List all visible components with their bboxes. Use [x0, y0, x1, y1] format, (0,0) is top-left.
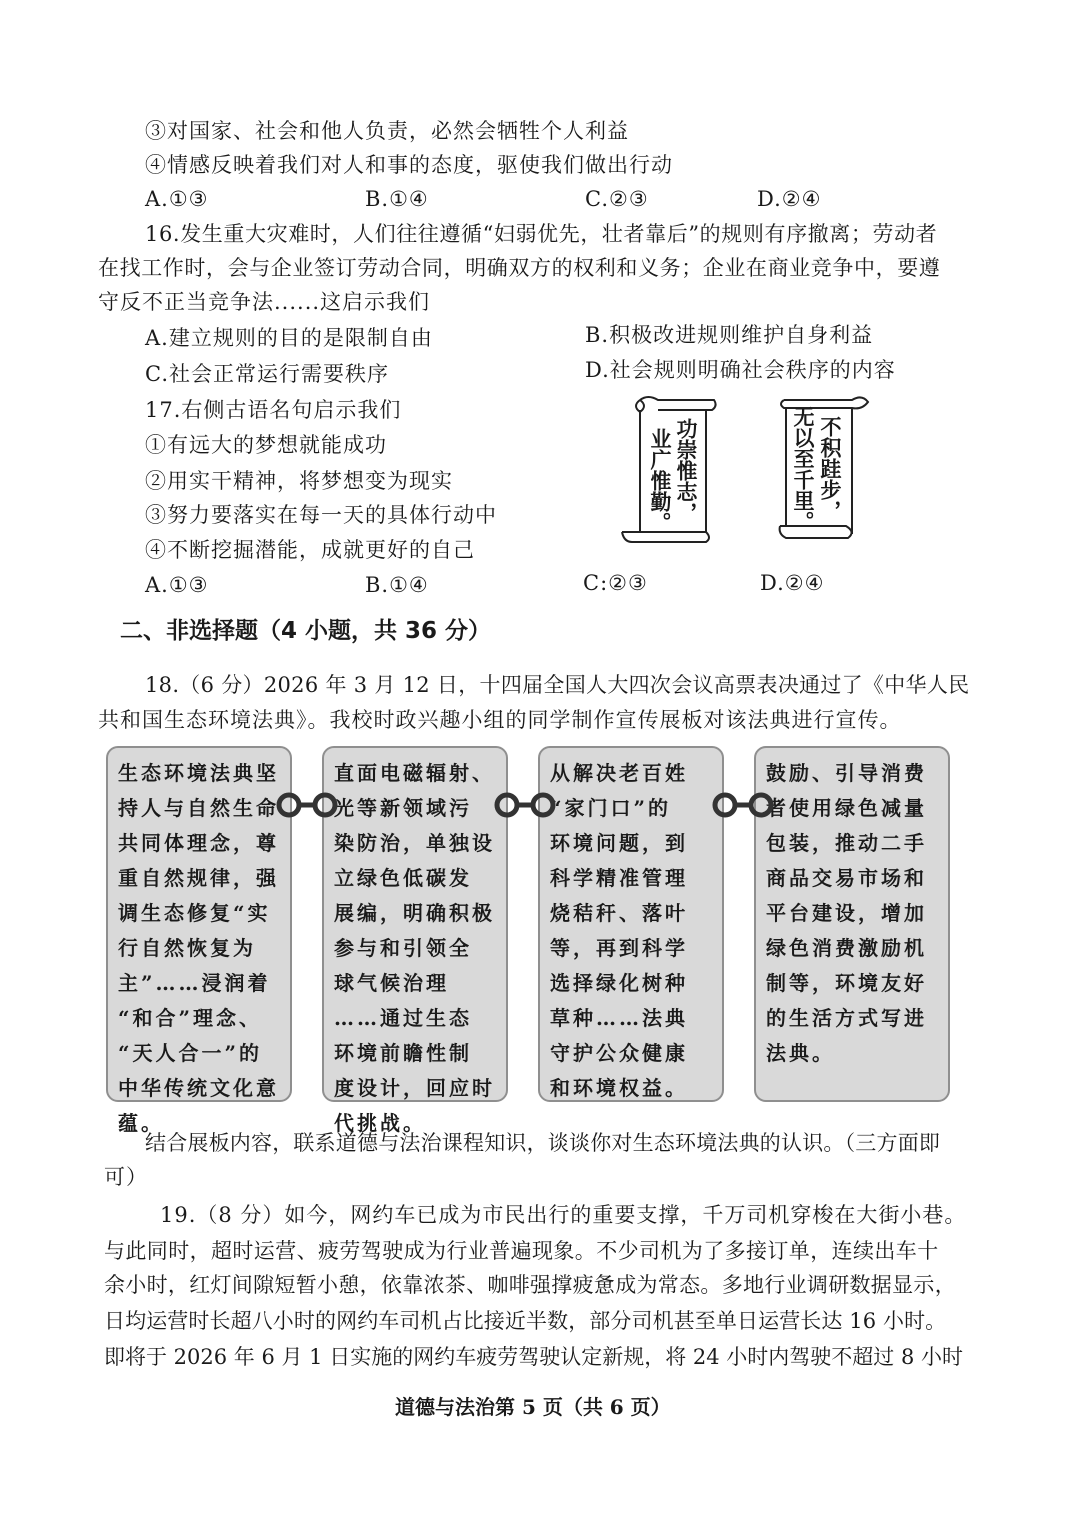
q16-choice-b: B.积极改进规则维护自身利益: [585, 323, 874, 347]
q17-choice-b: B.①④: [365, 573, 429, 597]
q19-stem-line-5: 即将于 2026 年 6 月 1 日实施的网约车疲劳驾驶认定新规，将 24 小时内驾驶不超过 8 小时: [104, 1345, 963, 1369]
q17-option-1: ①有远大的梦想就能成功: [145, 433, 387, 457]
q17-choice-a: A.①③: [145, 573, 209, 597]
chain-link-icon: [276, 790, 338, 820]
q17-choice-c: C:②③: [583, 571, 648, 595]
chain-link-icon: [712, 790, 774, 820]
q17-choice-d: D.②④: [760, 571, 825, 595]
q18-prompt-line-2: 可）: [104, 1165, 148, 1189]
q16-stem-line-2: 在找工作时，会与企业签订劳动合同，明确双方的权利和义务；企业在商业竞争中，要遵: [98, 256, 941, 280]
q19-stem-line-4: 日均运营时长超八小时的网约车司机占比接近半数，部分司机甚至单日运营长达 16 小时。: [104, 1309, 947, 1333]
q18-stem-line-1: 18.（6 分）2026 年 3 月 12 日，十四届全国人大四次会议高票表决通过了《中华人民: [145, 673, 970, 697]
q17-stem: 17.右侧古语名句启示我们: [145, 398, 402, 422]
q17-option-4: ④不断挖掘潜能，成就更好的自己: [145, 538, 475, 562]
section-heading: 二、非选择题（4 小题，共 36 分）: [120, 618, 492, 644]
q15-choice-a: A.①③: [145, 187, 209, 211]
q15-option-4: ④情感反映着我们对人和事的态度，驱使我们做出行动: [145, 153, 673, 177]
q16-choice-d: D.社会规则明确社会秩序的内容: [585, 358, 896, 382]
display-panel-2: [322, 746, 508, 1135]
display-panel-2-text: 直面电磁辐射、 光等新领域污 染防治，单独设 立绿色低碳发 展编，明确积极 参与和引领全 球气候治理 ……通过生态 环境前瞻性制 度设计，回应时 代挑战。: [334, 761, 495, 1135]
q19-stem-line-1: 19.（8 分）如今，网约车已成为市民出行的重要支撑，千万司机穿梭在大街小巷。: [160, 1203, 967, 1227]
q16-choice-a: A.建立规则的目的是限制自由: [145, 326, 433, 350]
q19-stem-line-2: 与此同时，超时运营、疲劳驾驶成为行业普遍现象。不少司机为了多接订单，连续出车十: [104, 1239, 939, 1263]
scroll-left-column-1: 功崇惟志，: [674, 418, 699, 523]
display-panel-1-text: 生态环境法典坚 持人与自然生命 共同体理念，尊 重自然规律，强 调生态修复“实 行自然恢复为 主”……浸润着 “和合”理念、 “天人合一”的 中华传统文化意 蕴。: [118, 761, 279, 1135]
chain-link-icon: [494, 790, 556, 820]
scroll-right-column-2: 无以至千里。: [791, 406, 816, 532]
display-panel-3: [538, 746, 724, 1102]
scroll-right-column-1: 不积跬步，: [818, 416, 843, 521]
scroll-left-column-2: 业广惟勤。: [648, 428, 673, 533]
q17-option-3: ③努力要落实在每一天的具体行动中: [145, 503, 497, 527]
q15-option-3: ③对国家、社会和他人负责，必然会牺牲个人利益: [145, 119, 629, 143]
q15-choice-d: D.②④: [757, 187, 822, 211]
q18-stem-line-2: 共和国生态环境法典》。我校时政兴趣小组的同学制作宣传展板对该法典进行宣传。: [98, 708, 902, 732]
page-footer: 道德与法治第 5 页（共 6 页）: [395, 1395, 671, 1419]
display-panel-3-text: 从解决老百姓 “家门口”的 环境问题，到 科学精准管理 烧秸秆、落叶 等，再到科学 选择绿化树种 草种……法典 守护公众健康 和环境权益。: [550, 761, 688, 1100]
display-panel-4-text: 鼓励、引导消费 者使用绿色减量 包装，推动二手 商品交易市场和 平台建设，增加 绿色消费激励机 制等，环境友好 的生活方式写进 法典。: [766, 761, 927, 1065]
q15-choice-b: B.①④: [365, 187, 429, 211]
q17-option-2: ②用实干精神，将梦想变为现实: [145, 469, 453, 493]
q15-choice-c: C.②③: [585, 187, 649, 211]
q19-stem-line-3: 余小时，红灯间隙短暂小憩，依靠浓茶、咖啡强撑疲惫成为常态。多地行业调研数据显示，: [104, 1273, 956, 1297]
scroll-illustration-right: [776, 392, 872, 544]
q16-stem-line-1: 16.发生重大灾难时，人们往往遵循“妇弱优先，壮者靠后”的规则有序撤离；劳动者: [145, 222, 938, 246]
q16-choice-c: C.社会正常运行需要秩序: [145, 362, 389, 386]
q16-stem-line-3: 守反不正当竞争法......这启示我们: [98, 290, 431, 314]
q18-prompt-line-1: 结合展板内容，联系道德与法治课程知识，谈谈你对生态环境法典的认识。（三方面即: [145, 1131, 941, 1155]
scroll-illustration-left: [618, 392, 718, 548]
display-panel-1: [106, 746, 292, 1135]
display-panel-4: [754, 746, 950, 1102]
